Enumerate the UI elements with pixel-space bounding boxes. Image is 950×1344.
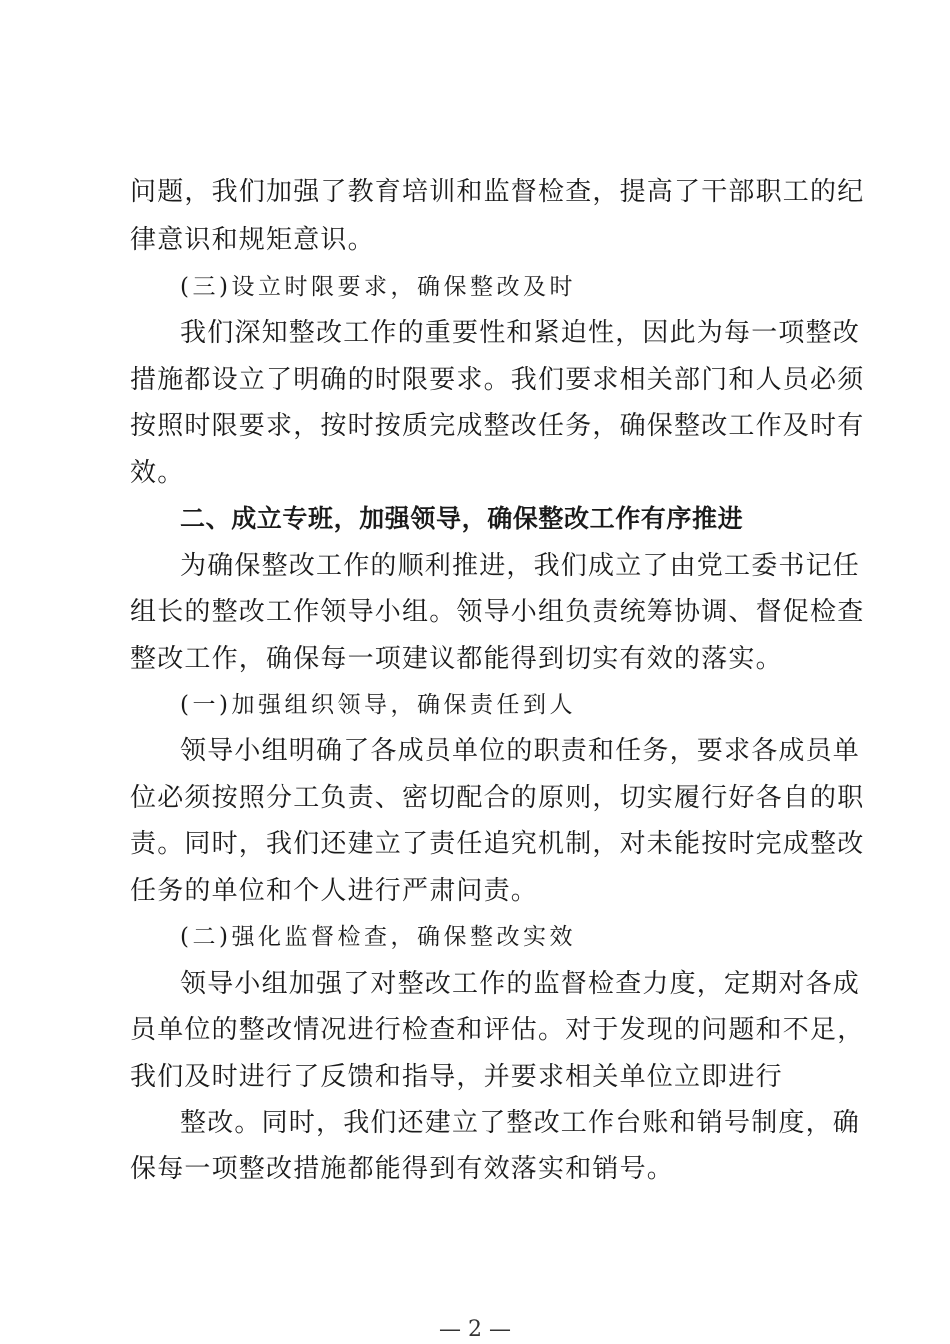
paragraph-line: 位必须按照分工负责、密切配合的原则，切实履行好各自的职 bbox=[130, 783, 865, 813]
paragraph-line: 任务的单位和个人进行严肃问责。 bbox=[130, 876, 539, 906]
paragraph-line: 组长的整改工作领导小组。领导小组负责统筹协调、督促检查 bbox=[130, 597, 865, 627]
subsection-heading: (二)强化监督检查，确保整改实效 bbox=[180, 924, 576, 950]
paragraph-line: 我们及时进行了反馈和指导，并要求相关单位立即进行 bbox=[130, 1062, 783, 1092]
paragraph-line: 员单位的整改情况进行检查和评估。对于发现的问题和不足， bbox=[130, 1015, 865, 1045]
paragraph-line: 整改。同时，我们还建立了整改工作台账和销号制度，确 bbox=[180, 1108, 861, 1138]
paragraph-line: 按照时限要求，按时按质完成整改任务，确保整改工作及时有 bbox=[130, 411, 865, 441]
paragraph-line: 整改工作，确保每一项建议都能得到切实有效的落实。 bbox=[130, 644, 783, 674]
subsection-heading: (一)加强组织领导，确保责任到人 bbox=[180, 692, 576, 718]
paragraph-line: 领导小组明确了各成员单位的职责和任务，要求各成员单 bbox=[180, 736, 861, 766]
page-number: — 2 — bbox=[439, 1317, 511, 1342]
paragraph-line: 领导小组加强了对整改工作的监督检查力度，定期对各成 bbox=[180, 969, 861, 999]
subsection-heading: (三)设立时限要求，确保整改及时 bbox=[180, 274, 576, 300]
paragraph-line: 律意识和规矩意识。 bbox=[130, 225, 375, 255]
paragraph-line: 为确保整改工作的顺利推进，我们成立了由党工委书记任 bbox=[180, 551, 861, 581]
paragraph-line: 效。 bbox=[130, 458, 185, 488]
section-heading: 二、成立专班，加强领导，确保整改工作有序推进 bbox=[180, 504, 744, 533]
paragraph-line: 保每一项整改措施都能得到有效落实和销号。 bbox=[130, 1154, 675, 1184]
paragraph-line: 责。同时，我们还建立了责任追究机制，对未能按时完成整改 bbox=[130, 829, 865, 859]
paragraph-line: 措施都设立了明确的时限要求。我们要求相关部门和人员必须 bbox=[130, 365, 865, 395]
paragraph-line: 问题，我们加强了教育培训和监督检查，提高了干部职工的纪 bbox=[130, 177, 865, 207]
paragraph-line: 我们深知整改工作的重要性和紧迫性，因此为每一项整改 bbox=[180, 318, 861, 348]
